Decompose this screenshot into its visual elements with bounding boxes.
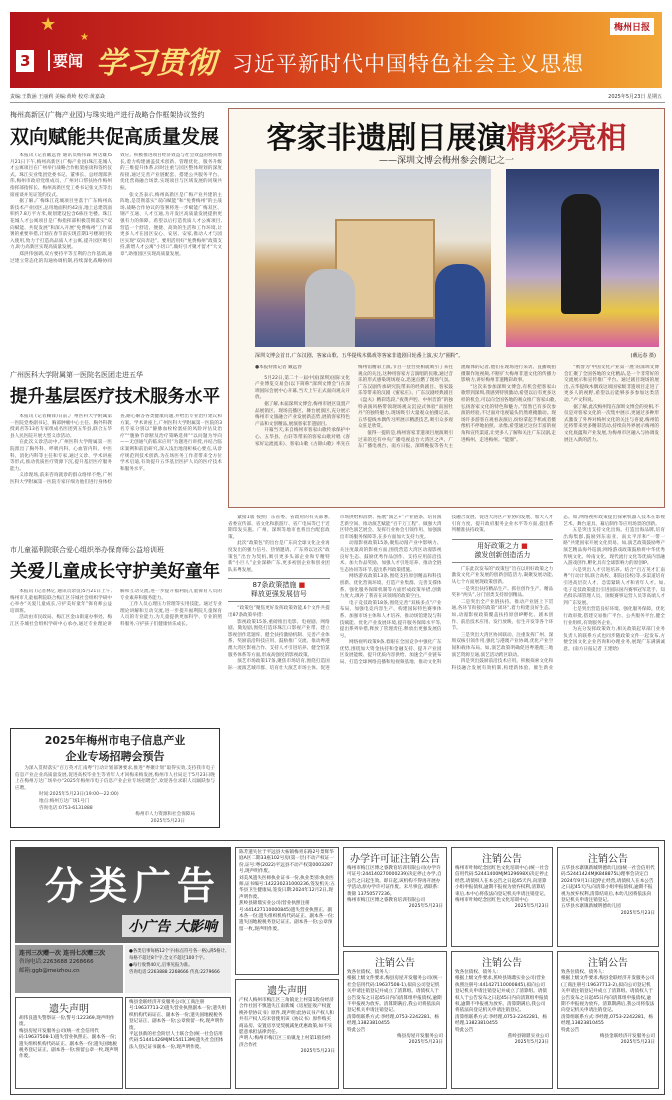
classified-banner: [15, 847, 231, 943]
notice-line: 陈芳遗失位于平远县大柘镇梅青东路2号景辉华庭A区二期33座102号房(第一层)不动产权证一份,证号:粤(2022)平远县不动产权第0003287号,现声明作废。: [239, 850, 334, 875]
paragraph: 六是突出人才引进培养。结合“百万英才汇南粤”行动计划,联合高校、职院(技校)等,多渠道培育引进高层次人才、急需紧缺人才和青年人才。如,电子竞技政策提出引进国际国内赛事冠军选手、知名俱乐部管理人员、顶级赛事运营人员等高端人才到广东发展。: [563, 567, 665, 606]
notice-title: 2025年梅州市电子信息产业: [44, 734, 186, 747]
notice-issuer: 五华县水寨镇新城明德幼儿园: [561, 904, 621, 910]
paragraph: 二是突出全产业链扶持。推动产业链上下贯通,各环节衔接的政策“闭环”,着力构建良好生态。如,动漫影视政策覆盖扶持原创IP孵化、剧本创作、前沿技术应用、发行放映、衍生开发等各个环节。: [451, 599, 554, 632]
paragraph: 四是突出鼓励前沿技术应用。积极探索文化和科技融合发展有效机制,构建新体验、催生新业态。如,网络视听政策提出探索机器人技术在影视艺术、舞台道具、幕后制作等应用场景的创新。: [451, 515, 665, 671]
paragraph: 本报讯 (记者戴远春 通讯员杨伟森 柯达雄)5月21日下午,梅州高新区(广梅产业园)珠江花城人才公寓项目在广州举行战略合作框架座谈和签约仪式。珠江实业集团党委书记、董事长、总经理郑洪伟,梅州市政府党组成员、广州对口帮扶协作梅州指挥部指挥长、梅州高新区党工委书记张文杰等出席座谈并见证签约仪式。: [10, 153, 112, 198]
notice-line: 特此公告: [455, 1027, 474, 1033]
notice-lost-1: [15, 997, 123, 1089]
paragraph: “被誉为‘中国文化产业第一展’的深圳文博会汇聚了全国各地的文化精品,是一个非常好的交流展示和宣传推广平台。通过剧目现场的展出,五华提线木偶戏这项国家级非遗项目走进了更多人的视野,希望以后能够多多参加这类活动。”卢文科说。: [564, 365, 659, 403]
paragraph: “这次来参加深圳文博会,有机会把客家山歌带到深圳,我感到特别激动,希望以后有更多这样的机会,可以向全国各地的观众推广客家山歌,弘扬客家文化的特色和魅力。”留然已有多次参演的经验,不过面对电视镜头仍然难掩激动。现场许多游客在观看表演后,纷纷拿起手机或者摄像机不停地拍照、录像,希望通过这份丰富的视角和宣传渠道,让更多人了解和关注广东汉剧,走进梅州、走进梅州。“能圈”。: [461, 384, 556, 443]
article-yiliao: [10, 370, 222, 526]
subhead-line: 释放更强发展信号: [250, 590, 307, 599]
notice-title: 企业专场招聘会预告: [65, 750, 165, 763]
photo-credit: (戴远春 摄): [630, 353, 656, 359]
article-headline: 关爱儿童成长守护美好童年: [10, 562, 220, 582]
promo-box: [15, 945, 123, 993]
divider: [10, 102, 665, 103]
notice-issuer: 梅州市叶帅纪念园红色文化培训中心: [455, 898, 529, 904]
paragraph: 为深入贯彻落实“百万英才汇南粤”行动计划部署要求,推进“粤聚计划”取得实效,支持我市电子信息产业企业高质量发展,促进高校毕业生等青年人才回梅来梅发展,梅州市人社局定于5月23日晚上在梅州万达广场举办“2025年梅州市电子信息产业企业专场招聘会”,欢迎各位求职人员踊跃参与应聘。: [15, 766, 215, 791]
paragraph: 广东此次发布的“政策包”旨在以用好政策之力激发文化产业发展的创新创造活力,凝聚发展动能,从七个方面展现政策创新。: [451, 566, 554, 585]
notice-lost-4: [235, 979, 339, 1089]
page-number: 3: [16, 50, 34, 72]
classified-slogan: 小广告 大影响: [122, 915, 223, 937]
rules-text: ●各类启事每格12个字(标点符号各一格),满5格计,每格不超过8个字,全文不超过100个字。: [129, 949, 227, 961]
headline-black: 客家非遗剧目展演: [266, 121, 507, 156]
byline: ●本报特派记者 戴远春: [255, 365, 302, 370]
paragraph: 据了解,此次梅州馆在深圳文博会的亮相,不仅是对客家文化的一次集中展示,更通过多种形式激发了外界对梅州文化的关注与喜爱,梅州馆还将带来更多精彩活动,持续向外界展示梅州的文化底蕴和产业发展,为梅州市区融入与协调发展注入新的活力。: [564, 404, 659, 443]
section-name: 要闻: [48, 50, 83, 71]
article-gaoxinqu: [10, 110, 222, 358]
notice-title: 遗失声明: [49, 1004, 89, 1015]
paragraph: 五是突出支持文化出海。打造出海品牌,培育出海集群,鼓励到东南亚、南太平洋和“一带一路”共建国家开展文化贸易。如,演艺政策鼓励粤产演艺精品海外巡演;网络游戏政策鼓励将中华优秀传统文化、岭南文化、现代流行文化等优质内容融入游戏创作,孵化具有全球影响力的原创IP。: [563, 528, 665, 567]
paragraph: 本报讯 (记者林亿 通讯员余仪)5月21日上午,梅州市儿童福利院联合梅江区芬城社会组织学研中心举办“关爱儿童成长,守护美好童年”保育师公益培训班。: [10, 589, 112, 614]
paragraph: 紧接1版 按照广东省委、省政府的有关部署,省委宣传部、省文化和旅游厅、省广电局等已于近期印发实施。广州、深圳等地市也将出台配套政策。: [228, 515, 330, 540]
paragraph: 电子竞技政策18条,围绕完善“双核多点”产业布局、加强电竞内容生产、构建国际特色赛事体系、加强市场主体和人才培养、推动场馆建设与科技赋能、优化产业发展环境,提升服务保障水平等,提出系列举措,释放了管理责任,释放出更强发展信号。: [339, 600, 442, 639]
banner-title: 习近平新时代中国特色社会主义思想: [232, 52, 584, 76]
classified-ads: [10, 840, 665, 1095]
photo-puppet-show: [506, 169, 659, 347]
notice-line: 梅州市梅江区博之睿教育培训有限公司(办学许可证号:244140270000239)决定停止办学,自公告之日起生效。即日起,该机构不得再开展办学活动,原办学许可证作废。未尽事宜,请联系:黄锦 13750577236。: [347, 866, 442, 897]
paragraph: 张文杰表示,梅州高新区是广梅产业共建的主阵地,是贯彻落实“双向赋能”和“免费梅州”的主战场,战略合作协议的签署将进一步赋能广梅双区、钢产互通、人才互通,为开发区高质量发展提供更强有力的保障。希望以后打造优质人才公寓项目,营造一个舒适、便捷、高效的生活和工作环境,让更多人才在园区安心、安居、安家,推动人才与园区实现“双向奔赴”。要用活用好“免费梅州”政策支持,新增人才公寓“小切口”,做好引才聚才留才“大文章”,助推园区实现高质量发展。: [120, 192, 222, 257]
contact-email: 邮箱:ggb@meizhou.cn: [19, 968, 80, 974]
paragraph: 郑洪伟强调,双方要持平等互利的合作基调,通过建立常态化的沟通协调机制,持续深化战略协同效应。积极推进项目经济效益与社会效益的协同增长,着力构建涵盖技术创新、管理优化、服务升级的三维提升体系,同时注重与园区整体规划的深度衔接,通过完善产业链配套、搭建公共服务平台、优化营商融合场景,实现项目与区域发展的同频共振。: [10, 153, 222, 264]
notice-issuer: 梅州市人力资源和社会保障局: [135, 812, 195, 818]
notice-title: 注销公告: [588, 854, 628, 865]
notice-title: 注销公告: [482, 958, 522, 969]
headline-red: 精彩亮相: [506, 121, 627, 156]
star-icon: ★: [40, 14, 57, 35]
notice-line: 清算组联系方式:李经理,0753-2242281、杨经理,13823810455: [455, 1014, 547, 1027]
feature-article: [228, 108, 665, 508]
notice-issuer: 梅县房屋开发服务公司: [397, 1034, 443, 1040]
editors-line: 责编:王数涵 王丽莉 美编:黄岭 校对:黄嘉焱: [10, 94, 105, 100]
notice-line: 致各位债权、债务人:: [561, 970, 604, 975]
paragraph: 工作人员心理压力管理等实用技能。通过专业理论讲解和互动交流,进一步提升福利院儿童保育人员的专业能力,为儿童提供更加科学、专业的照料服务,守护孩子们健康快乐成长。: [120, 602, 222, 627]
paragraph: 影视政策15条,重磅推出电影、电视剧、网络剧、微短剧,围绕打造环珠江口影视产业带、建立影视创作选题库、健全扶持激励机制、完善产业体系、奖励前沿科技应用、鼓励推广交流、推动粤港澳大湾区影视合作、支持人才引进培养、健全怕氯服务体系等方面,形成高强度的影视政策。: [228, 619, 330, 658]
page-banner: [10, 12, 662, 88]
article-headline: 提升基层医疗技术服务水平: [10, 387, 220, 407]
notice-line: 致各位债权、债务人:: [347, 970, 390, 975]
paragraph: 演艺市场政策17条,聚焦市场培育,围绕打造国际一流演艺城市群、培育壮大演艺市场主体、促进市场供给和消费、拓展“演艺+”产业链条、培育演艺新空间、推动演艺赋能“百千万工程”、做强大湾区特色演艺展会、发挥行业协会引领作用、加强演出市场服务保障等,在多方面加大支持力度。: [228, 515, 442, 671]
issue-date: 2025年5月23日 星期五: [608, 94, 662, 100]
notice-issuer: 梅县金联经济开发服务公司: [599, 1034, 655, 1040]
section-subhead: [228, 578, 330, 602]
puppeteer-figure: [561, 194, 601, 314]
notice-line: 根据上级文件要求,梅县房屋开发服务公司(统一社会信用代码:19637508-1),拟向公司登记机关申请注销登记并成立了清算组。请债权人于公告发布之日起45日内向清算组申报债权,逾期不申报视为放弃。清算期满后,我公司将依法向登记机关申请注销登记。: [347, 976, 443, 1014]
article-headline: 双向赋能共促高质量发展: [10, 126, 220, 148]
notice-line: 声明人:梅州市梅江区三角镇龙上村第1股份经济合作社: [239, 1036, 331, 1048]
paragraph: 开幕当天,来自梅州市客家山歌传承保护中心、五华县、古轩等带来的客家山歌对唱《客家好运流流来》、客家山歌《古锦山歌》率先在梅州馆精彩上演,节目一登台亮相就吸引了来往观众的关注,这种用客家方言演唱的民歌,通过音乐的形式感染现场观众,迅速点燃了现场气氛。广东汉剧传承研究院带来的经典剧目、客家鼓乐等带来的汉剧《蜜家庄》、广东汉剧经典剧目《盘夫》精彩选段,“夜黄声腔、中州音韵”的独特表演风格带领现场观众沉浸式体验“南国牡丹”的独特魅力,现场吸引大量观众拍摄记录。五华提线木偶传习所展示精湛技艺,吸引众多观众驻足欣赏。: [255, 365, 453, 447]
paragraph: 本报讯 (记者赖锋)日前,广州医科大学附属第一医院党委副书记、胸部肿瘤中心主任、胸外科教授刘君等13名专家组成名医团到五华县,联合五华县人民医院开展大型义诊活动。: [10, 414, 112, 439]
spectator-figure: [435, 264, 485, 347]
contact-phone: 咨询电话:2263688 2268666: [19, 959, 94, 965]
feature-headline: [229, 113, 664, 157]
paragraph: 为充分发挥政策效力,相关政策起草部门业务负责人的联系方式也同步随政策文件一起发布,方便全国文化企业咨询和办理业务,展现广东满满诚意。(南方日报记者 王建晗): [563, 627, 665, 652]
notice-body: [11, 764, 219, 827]
notice-line: 平远县新的社会阶层人士联合会(统一社会信用代码:51441426MJM154113M)遗失社会团体法人登记证书副本一份,现声明作废。: [129, 1032, 224, 1050]
paragraph: 据了解,广梅珠江花城项目坐落于广东梅州高新技术产业园区,总用地面积约42亩,地上总建筑面积约7.8万平方米,规划建设包含6栋住宅楼。珠江花城人才公寓项目是广梅指挥部积极贯彻落实“双向赋能、共促发展”和深入开展“免费梅州”工作部署的重要举措,计划在春节前实现首期1号楼项目投入使用,致力于打造高品质人才公寓,提升园区吸引力,助力高新区实现高质量发展。: [10, 199, 112, 251]
square-bullet-icon: ■: [518, 541, 528, 550]
paragraph: 据了解,本届深圳文博会,梅州市展区设置产品展销区、现场直播区、舞台展演区,充分展示梅州市文旅融合产业发展新态势,展销客家特色产品和文创精品,展演客家非遗剧目。: [255, 401, 350, 427]
notice-title: 注销公告: [375, 958, 415, 969]
notice-line: 致各位债权、债务人:: [455, 970, 498, 975]
notice-issuer: 梅州市梅江区博之睿教育培训有限公司: [347, 898, 426, 904]
square-bullet-icon: ■: [296, 581, 306, 590]
event-phone: 咨询电话:0753-6131888: [39, 805, 93, 811]
paragraph: 义诊现场,前来咨询就诊的群众络绎不绝,广州医科大学附属第一医院专家仔细为他们进行身体检查,耐心解答各类健康问题,并给出专业治疗建议和方案。学术讲座上,广州医科大学附属第一医院的3名专家分别以“静脉血栓栓塞症的风险评估及治疗”“腹胁节诊断及治疗策略选择”“以问题为导向——无创通气的临床应用”为题进行讲授,并结合临床案例和前沿研究,深入浅出地剖析核心要点,从诊疗规范到技术创新,为在场医务工作者带来全方位学术启迪,有效提升五华基层医护人员的医疗技术和服务水平。: [10, 414, 222, 485]
paragraph: “政策包”聚焦更好发挥政策效能,6个文件共提出87条政策举措:: [228, 606, 330, 618]
paragraph: 网络游戏政策13条,围绕支持原创精品和科技创新、优化营商环境、打造产业集群、完善支撑体系、强化服务保障机制等方面形成政策举措,创新力度大,填补了我省在该领域的政策空白。: [339, 574, 442, 600]
notice-line: 根据上级文件要求,蕉岭县锦鼎实业公司(营业执照注册号:441427110000845),拟向公司登记机关申请注销登记并成立了清算组。请债权人于公告发布之日起45日内向清算组申报债权,逾期不申报视为放弃。清算期满后,我公司将依法向登记机关申请注销登记。: [455, 976, 549, 1014]
rules-box: [125, 945, 231, 993]
section-subhead: [452, 539, 554, 563]
notice-date: 2025年5月23日: [300, 1049, 335, 1055]
star-icon: ★: [80, 32, 89, 43]
notice-date: 2025年5月23日: [514, 904, 549, 910]
notice-line: 刘美凤遗失医师执业证书一份,执业类别:执业医师,证书编号:142230231000236,签发机关:五华县卫生健康局,签发日期:2024年12月2日,现声明作废。: [239, 875, 335, 900]
paragraph: 动漫影视政策15条,聚焦动漫产业中影响力、关注度最高的影视方面,围绕营造大湾区动漫影视良好生态、鼓励优秀作品创作、支持应用前沿技术、加大作品奖励、加强人才引进培养、推动全链生态协同等环节,提出系列政策措施。: [339, 541, 442, 573]
notice-date: 2025年5月23日: [620, 910, 655, 916]
notice-date: 2025年5月23日: [514, 1040, 549, 1046]
paragraph: 值得一提的是,梅州客家非遗项目展演吸引过来的还有中央广播电视总台大湾区之声、广东广播电视台、南方日报、深圳晚报等各大主流媒体的记者,他们在现场进行采访、直播或拍摄制作短视频,不断扩大梅州非遗文化的传播力影响力,讲好梅州非遗精彩故事。: [358, 365, 556, 450]
article-body: [10, 414, 222, 526]
notice-cancel-3: [343, 951, 447, 1089]
notice-line: 梅州市叶帅纪念园红色文化培训中心(统一社会信用代码:52441400MJM129698X)决定停止经营,请债权人在本公告之日起45天内,向清算小组申报债权,逾期不报视为放弃权利,清算结束后,本中心将依法向登记机关申请注销登记。: [455, 866, 549, 897]
notice-line: 特此公告: [561, 1027, 580, 1033]
notice-lost-3: [235, 847, 339, 975]
notice-date: 2025年5月23日: [620, 1040, 655, 1046]
article-ertong: [10, 545, 222, 689]
notice-issuer: 蕉岭县锦鼎实业公司: [507, 1034, 549, 1040]
article-kicker: 市儿童福利院联合爱心组织举办保育师公益培训班: [10, 546, 164, 554]
paragraph: 网络视听政策9条,着眼在全国竞争中强化广东优势,围绕加大资金扶持和金融支持、提升产业园区发展能级、提升优质内容供给、加速全产业链布局、打造全球网络直播和短视频基地、推动文化科技融合发展、促进大湾区产业协同发展、加大人才引育力度、提升政府服务企业水平等方面,提出系列精准扶持政策。: [339, 515, 554, 666]
paragraph: 5月22日,第二十一届中国(深圳)国际文化产业博览交易会(以下简称“深圳文博会”)在深圳国际会展中心开幕,当天上午正式面向观众开放。: [255, 375, 350, 401]
paragraph: 七是突出营造良好环境、强化服务保障。优化行政审批,搭建交易推广平台、公共服务平台,健全行业组织,有效服务企业。: [563, 607, 665, 626]
policy-article: [228, 515, 665, 833]
notice-line: 梅县金联经济开发服务公司(工商注册号:19637713-2)遗失营业执照副本一份;遗失组织机构代码证正、副本各一份;遗失国地税税务登记证正、副本各一份;公章预留一枚,现声明作废。: [129, 1000, 227, 1031]
notice-cancel-4: [451, 951, 553, 1089]
notice-line: 根据上级文件要求,梅县金联经济开发服务公司(工商注册号:19637713-2),拟向公司登记机关申请注销登记并成立了清算组。请债权人于公告发布之日起45日内向清算组申报债权,逾期不申报视为放弃。清算期满后,我公司将依法向登记机关申请注销登记。: [561, 976, 655, 1014]
event-time: 时间:2025年5月23日(19:00—22:00): [39, 792, 119, 798]
photo-caption: 深圳文博会首日,广东汉剧、客家山歌、五华提线木偶戏等客家非遗剧目轮番上演,实力“圈粉”。: [255, 353, 464, 359]
paragraph: 一是突出扶持精品生产。抓住创作生产、精品奖补“两头”,分门别类支持原创精品。: [451, 586, 554, 599]
notice-date: 2025年5月23日: [150, 818, 185, 824]
notice-cancel-2: [557, 847, 659, 947]
spectator-figure: [305, 269, 355, 347]
notice-line: 清算组联系方式:李经理,0753-2242281、杨经理,13823810455: [561, 1014, 653, 1027]
article-body: [10, 153, 222, 358]
feature-body: [255, 365, 659, 503]
notice-date: 2025年5月23日: [408, 904, 443, 910]
notice-cancel-5: [557, 951, 659, 1089]
notice-line: 清算组联系方式:李经理,0753-2242281、杨经理,13823810455: [347, 1014, 439, 1027]
event-place: 地点:梅州万达广场1号门: [39, 798, 90, 804]
notice-line: 胡伟良遗失警察证一份,警号:122369,现声明作废。: [19, 1016, 115, 1028]
subhead-line: 用好政策之力 ■: [476, 541, 528, 550]
photo-opera-performance: [255, 169, 491, 347]
notice-title: 注销公告: [482, 854, 522, 865]
notice-line: 特此公告: [347, 1027, 366, 1033]
paragraph: 三是突出大湾区协同联动。注重发挥广州、深圳双核引领作用,强化与港澳产业协调,优化产业空间和载体布局。如,演艺政策明确促进粤港澳三地演艺资源互通,演艺活动跨区联动。: [451, 632, 554, 658]
notice-title: 遗失声明: [267, 986, 307, 997]
notice-title: 办学许可证注销公告: [350, 854, 440, 865]
paragraph: 在此次义诊活动中,广州医科大学附属第一医院派出了胸外科、呼吸内科、心血管内科、中医科、消化内科等主任和专家,通过义诊、学术讲座等形式,推动优质医疗资源下沉,提升基层医疗服务能力。: [10, 440, 112, 472]
article-body: [10, 589, 222, 689]
feature-subtitle: ——深圳文博会梅州参会侧记之一: [378, 156, 514, 166]
banner-calligraphy: 学习贯彻: [96, 46, 216, 81]
notice-cancel-1: [451, 847, 553, 947]
newspaper-logo: 梅州日报: [610, 18, 654, 35]
subhead-line: 激发创新创造活力: [474, 550, 531, 559]
notice-line: 产权人梅州市梅江区三角镇龙上村第1股份经济合作社因不慎遗失江南新城《房屋征收产权置换补偿协议书》原件,现声明:此协议书产权人和共有产权人均未曾使用该《协议书》原件购买商品房、安置房享受契税减免优惠政策,如不实愿意承担法律责任。: [239, 998, 334, 1036]
notice-line: 梅县房屋开发服务公司(统一社会信用代码:19637508-1)遗失营业执照正、副本各一份;遗失组织机构代码证正、副本各一份;遗失国地税税务登记证正、副本各一份;预留公章一枚,现声明作废。: [19, 1028, 119, 1060]
subhead-line: 87条政策措施 ■: [252, 581, 306, 590]
promo-text: 连刊三次赠一次 连刊七次赠三次: [19, 950, 106, 957]
classified-title: 分类广告: [45, 864, 222, 908]
article-kicker: 广州医科大学附属第一医院名医团走进五华: [10, 371, 143, 379]
paragraph: 活动由市民政局、梅江区金山街道办事处、梅江区芬城社会组织学研中心承办,通过专业理论讲解和互动交流,进一步提升福利院儿童保育人员的专业素养和服务能力。: [10, 589, 222, 627]
notice-line: 五华县水寨镇新城明德幼儿园(统一社会信用代码:52441424MJK848875L)理事会决定自2024年9月1日起停止经营,请债权人在本公告之日起45天内,向清算小组申报债权,逾期不报视为放弃权利,清算结束后,本幼儿园将依法向登记机关申请注销登记。: [561, 866, 655, 904]
notice-lost-2: [125, 997, 231, 1089]
rules-contact: 咨询电话:2263888 2268666 传真:2279666: [129, 970, 220, 975]
notice-date: 2025年5月23日: [408, 1040, 443, 1046]
notice-license-cancel: [343, 847, 447, 947]
paragraph: 此次“政策包”的出台是广东向全球文化企业再度发出的强力信号、热情邀请。广东将以这次“政策包”出台为契机,吸引更多头部企业和专精特新“小巨人”企业深耕广东,更多初创企业和创业团队来粤发展。: [228, 541, 330, 573]
job-fair-notice: [10, 728, 220, 828]
article-kicker: 梅州高新区(广梅产业园)与珠实地产进行战略合作框架协议签约: [10, 111, 205, 119]
notice-line: 蕉岭县锦鼎实业公司(营业执照注册号:441427110000845)遗失营业执照正、副本各一份;遗失组织机构代码证正、副本各一份;遗失国地税税务登记证正、副本各一份;公章预留一枚,现声明作废。: [239, 901, 334, 932]
notice-title: 注销公告: [588, 958, 628, 969]
rules-text: ●每行收费40元,启事见报为准。: [129, 963, 193, 968]
